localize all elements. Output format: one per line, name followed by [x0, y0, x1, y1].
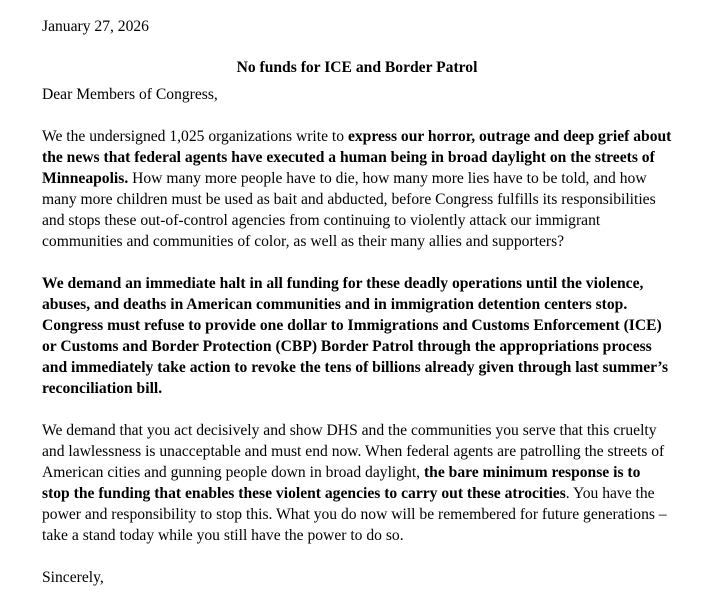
- letter-date: January 27, 2026: [42, 18, 149, 35]
- paragraph-1: [42, 126, 672, 252]
- paragraph-2: We demand an immediate halt in all funding for these deadly operations until the violence, abuses, and deaths in American communities and in immigration detention centers stop. Congress must refuse to provide one dollar to Immigrations and Customs Enforcement (ICE) or Customs and Border Protection (CBP) Border Patrol through the appropriations process and immediately take action to revoke the tens of billions already given through last summer’s reconciliation bill.: [42, 275, 669, 397]
- paragraph-1-bold: express our horror, outrage and deep grief about the news that federal agents have executed a human being in broad daylight on the streets of Minneapolis.: [42, 128, 672, 187]
- paragraph-3-rest: . You have the power and responsibility to stop this. What you do now will be remembered for future generations – take a stand today while you still have the power to do so.: [42, 485, 667, 544]
- paragraph-3-bold: the bare minimum response is to stop the funding that enables these violent agencies to carry out these atrocities: [42, 464, 641, 502]
- letter-page: [42, 16, 672, 588]
- letter-closing: Sincerely,: [42, 569, 104, 586]
- paragraph-3: [42, 420, 672, 546]
- paragraph-1-intro: We the undersigned 1,025 organizations write to: [42, 128, 348, 145]
- letter-salutation: Dear Members of Congress,: [42, 86, 218, 103]
- paragraph-1-rest: How many more people have to die, how many more lies have to be told, and how many more children must be used as bait and abducted, before Congress fulfills its responsibilities and stops these out-of-control agencies from continuing to violently attack our immigrant communities and communities of color, as well as their many allies and supporters?: [42, 170, 656, 250]
- paragraph-3-intro: We demand that you act decisively and show DHS and the communities you serve that this cruelty and lawlessness is unacceptable and must end now. When federal agents are patrolling the streets of American cities and gunning people down in broad daylight,: [42, 422, 665, 481]
- letter-title: No funds for ICE and Border Patrol: [236, 59, 478, 76]
